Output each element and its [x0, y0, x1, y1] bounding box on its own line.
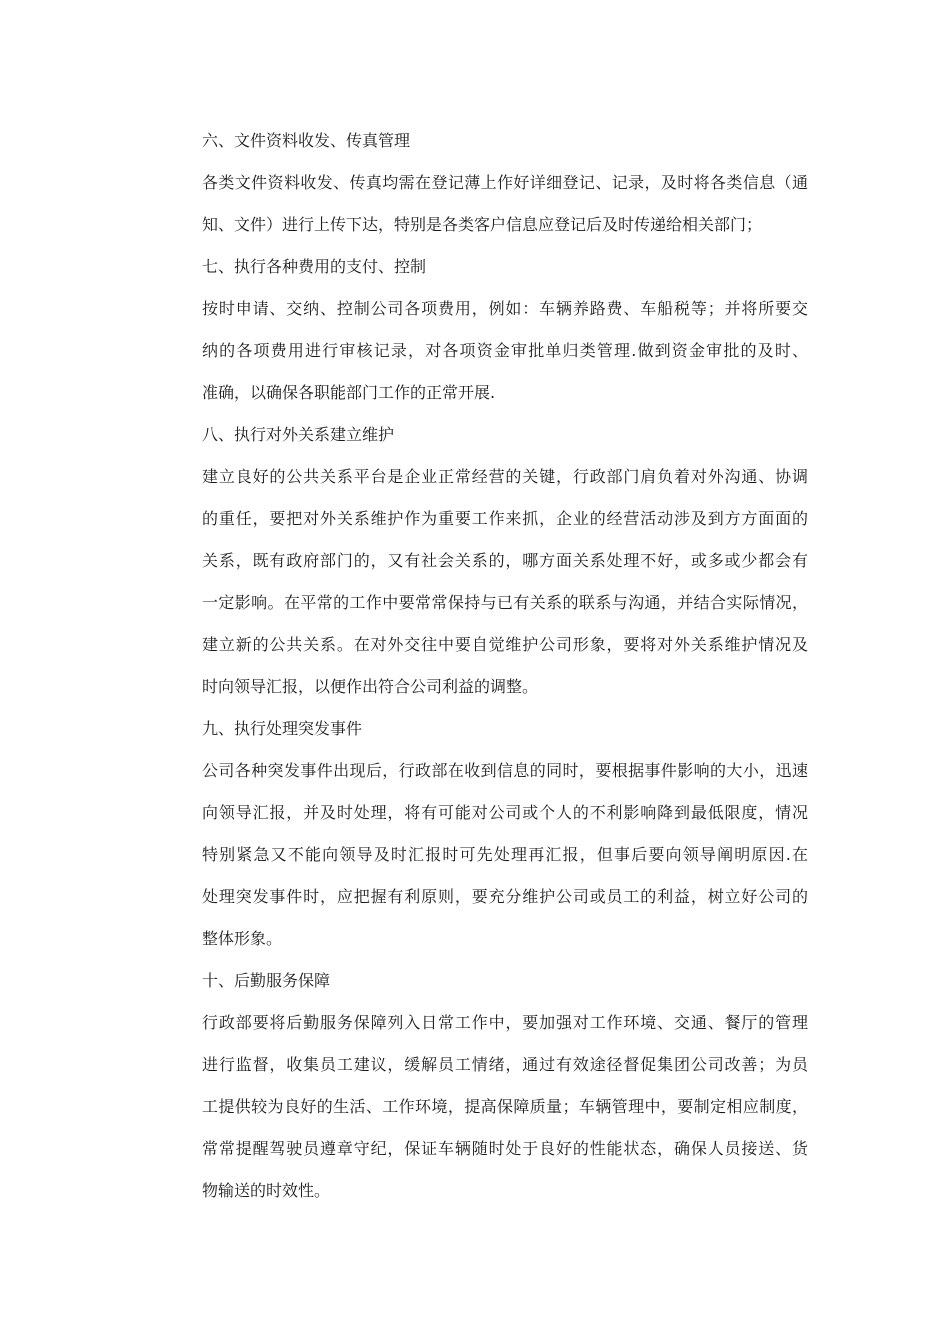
section-heading-9: 九、执行处理突发事件 — [202, 719, 363, 738]
section-heading-7: 七、执行各种费用的支付、控制 — [202, 257, 427, 276]
paragraph-line: 向领导汇报，并及时处理，将有可能对公司或个人的不利影响降到最低限度，情况 — [202, 803, 808, 822]
paragraph-line: 各类文件资料收发、传真均需在登记薄上作好详细登记、记录，及时将各类信息（通 — [202, 173, 808, 192]
paragraph-line: 按时申请、交纳、控制公司各项费用，例如：车辆养路费、车船税等；并将所要交 — [202, 299, 808, 318]
section-heading-10: 十、后勤服务保障 — [202, 971, 331, 990]
paragraph-line: 进行监督，收集员工建议，缓解员工情绪，通过有效途径督促集团公司改善；为员 — [202, 1055, 808, 1074]
paragraph-line: 建立良好的公共关系平台是企业正常经营的关键，行政部门肩负着对外沟通、协调 — [202, 467, 808, 486]
paragraph-line: 特别紧急又不能向领导及时汇报时可先处理再汇报，但事后要向领导阐明原因.在 — [202, 845, 808, 864]
paragraph-line: 处理突发事件时，应把握有利原则，要充分维护公司或员工的利益，树立好公司的 — [202, 887, 808, 906]
paragraph-line: 物输送的时效性。 — [202, 1181, 331, 1200]
paragraph-line: 公司各种突发事件出现后，行政部在收到信息的同时，要根据事件影响的大小，迅速 — [202, 761, 808, 780]
paragraph-line: 行政部要将后勤服务保障列入日常工作中，要加强对工作环境、交通、餐厅的管理 — [202, 1013, 808, 1032]
paragraph-line: 常常提醒驾驶员遵章守纪，保证车辆随时处于良好的性能状态，确保人员接送、货 — [202, 1139, 808, 1158]
section-heading-6: 六、文件资料收发、传真管理 — [202, 131, 411, 150]
paragraph-line: 的重任，要把对外关系维护作为重要工作来抓，企业的经营活动涉及到方方面面的 — [202, 509, 808, 528]
section-heading-8: 八、执行对外关系建立维护 — [202, 425, 395, 444]
paragraph-line: 整体形象。 — [202, 929, 283, 948]
paragraph-line: 一定影响。在平常的工作中要常常保持与已有关系的联系与沟通，并结合实际情况， — [202, 593, 808, 612]
paragraph-line: 准确，以确保各职能部门工作的正常开展. — [202, 383, 496, 402]
paragraph-line: 纳的各项费用进行审核记录，对各项资金审批单归类管理.做到资金审批的及时、 — [202, 341, 808, 360]
paragraph-line: 关系，既有政府部门的，又有社会关系的，哪方面关系处理不好，或多或少都会有 — [202, 551, 808, 570]
paragraph-line: 工提供较为良好的生活、工作环境，提高保障质量；车辆管理中，要制定相应制度， — [202, 1097, 808, 1116]
paragraph-line: 建立新的公共关系。在对外交往中要自觉维护公司形象，要将对外关系维护情况及 — [202, 635, 808, 654]
paragraph-line: 知、文件）进行上传下达，特别是各类客户信息应登记后及时传递给相关部门； — [202, 215, 763, 234]
document-body — [202, 120, 808, 1212]
paragraph-line: 时向领导汇报，以便作出符合公司利益的调整。 — [202, 677, 539, 696]
